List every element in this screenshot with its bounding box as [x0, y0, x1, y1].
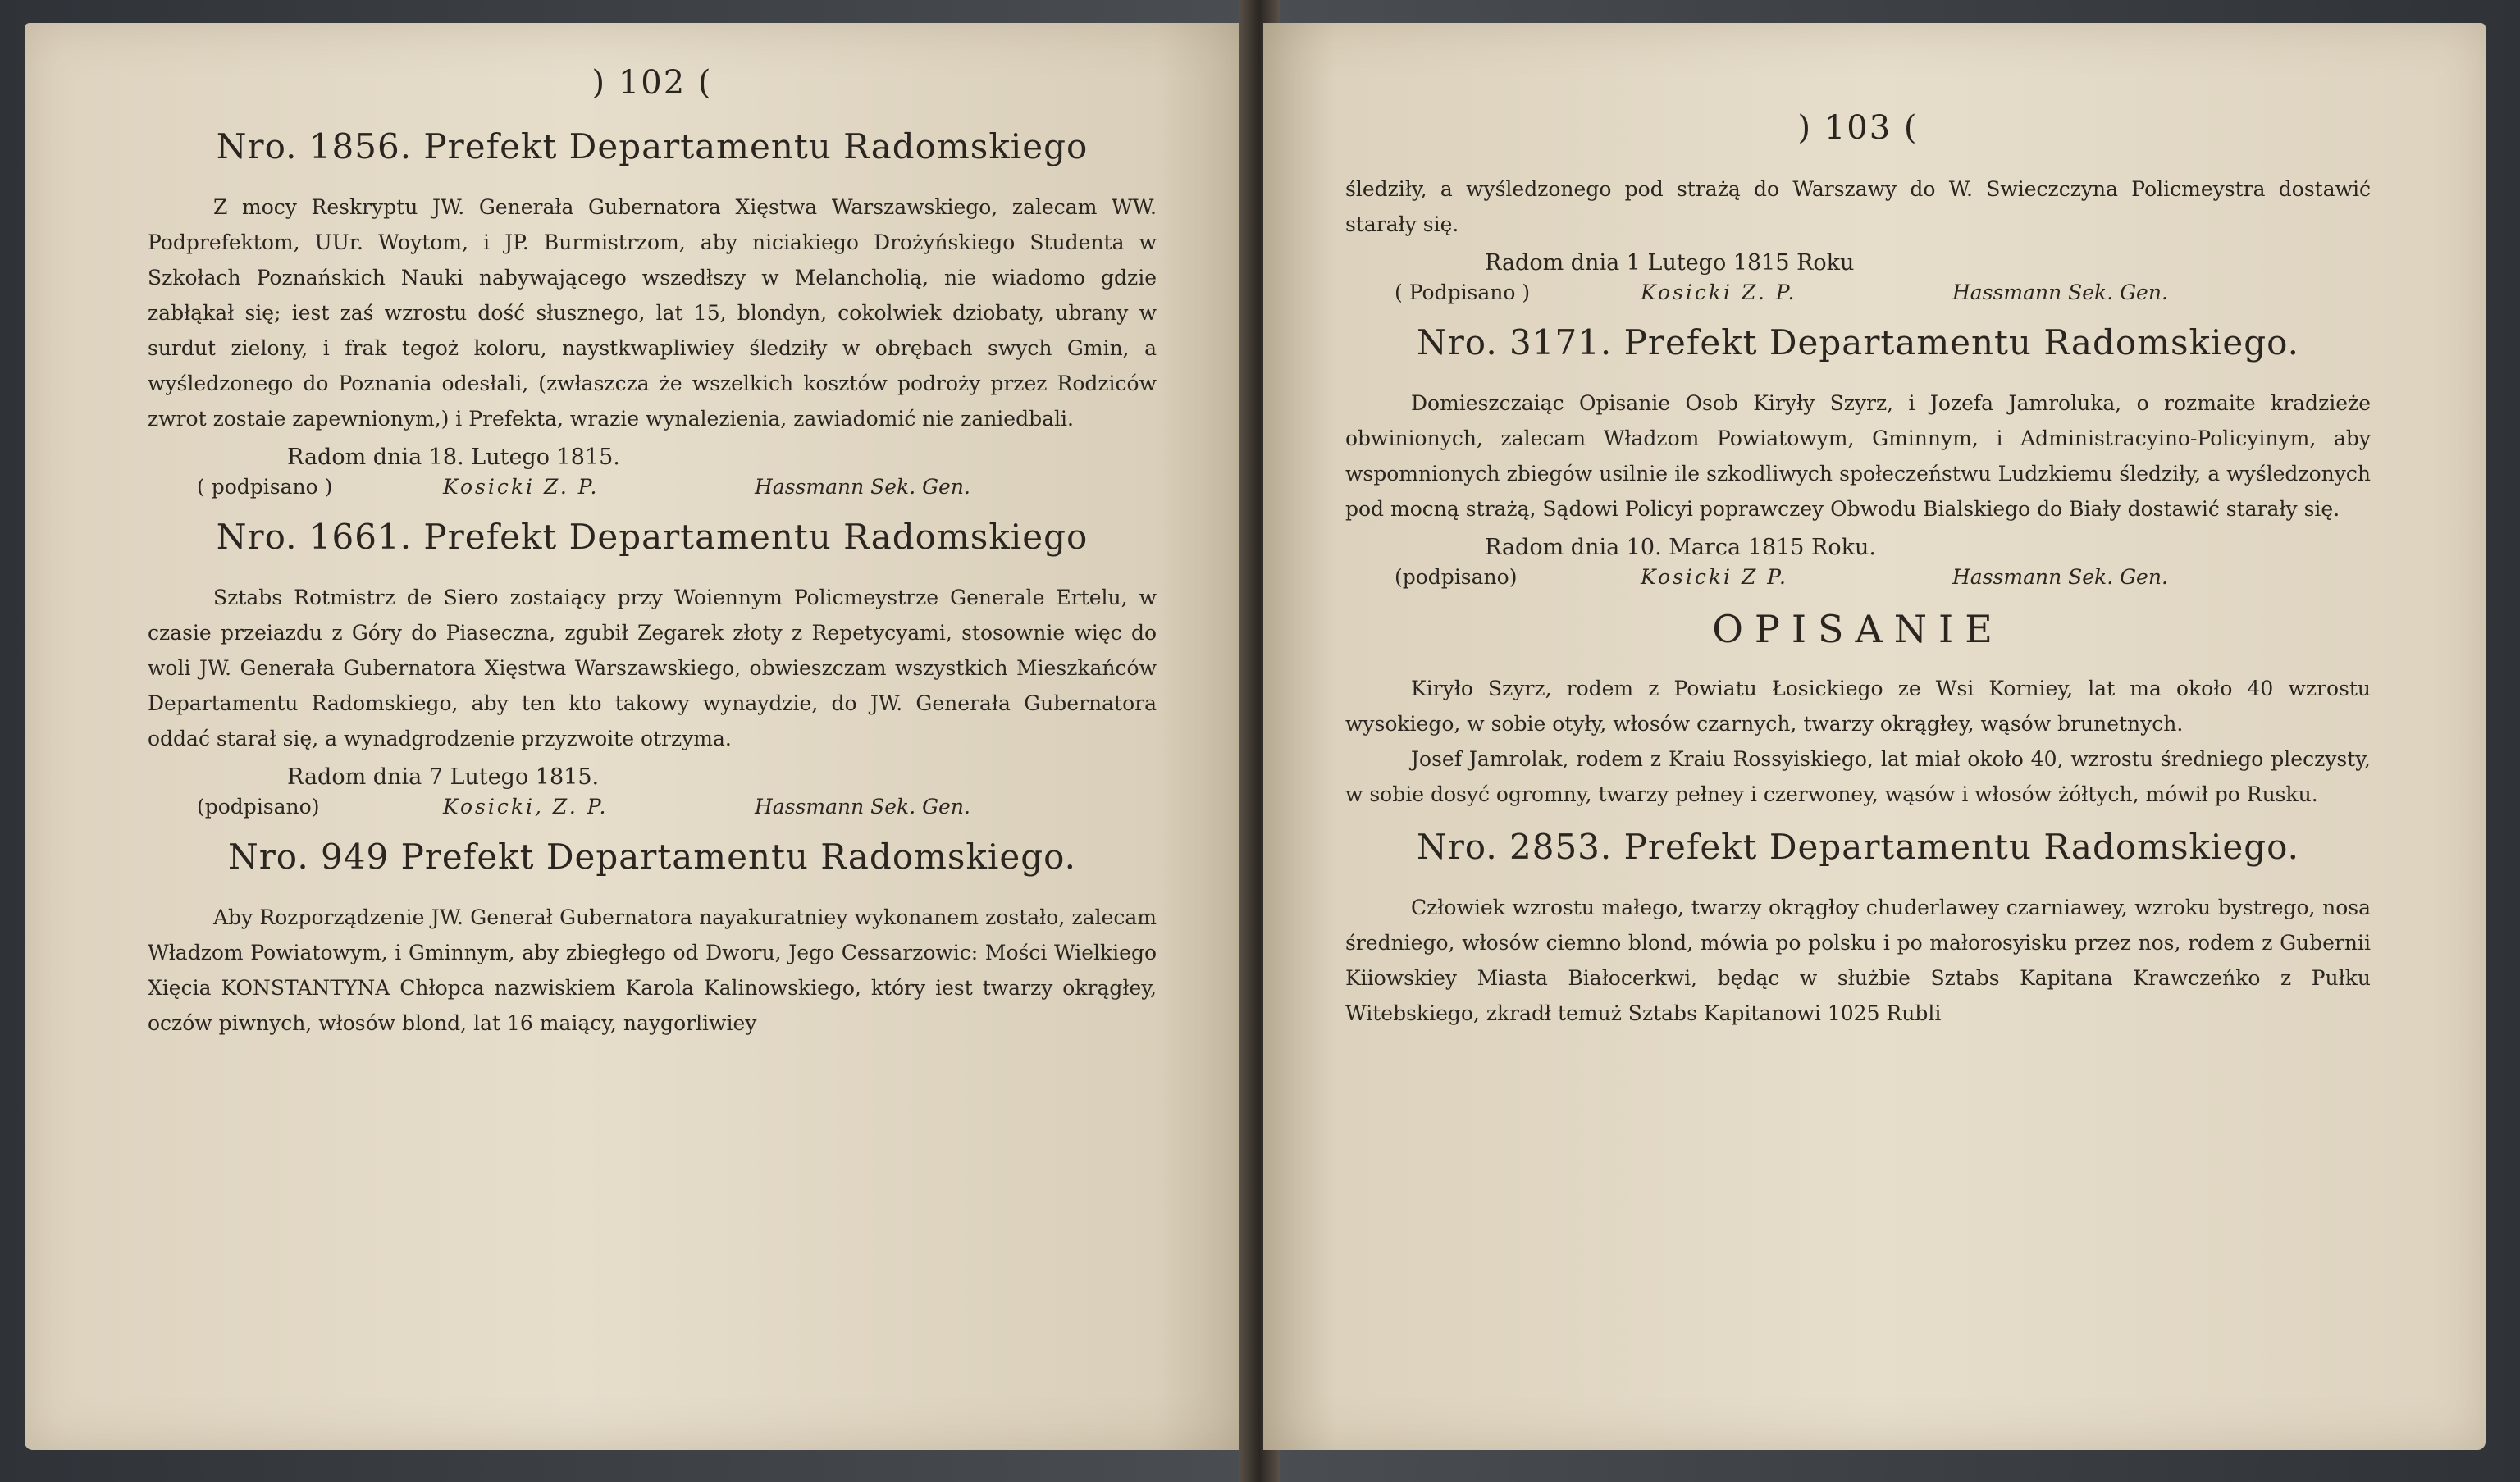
opisanie-section: [1345, 607, 2371, 812]
signature-prefect: Kosicki Z. P.: [443, 475, 600, 499]
signature-secretary: Hassmann Sek. Gen.: [755, 475, 970, 499]
signed-label: (podpisano): [197, 795, 320, 819]
notice-date: Radom dnia 1 Lutego 1815 Roku: [1485, 250, 1855, 276]
notice-1856: [148, 126, 1157, 499]
signature-prefect: Kosicki Z P.: [1641, 565, 1788, 589]
description-paragraph: Josef Jamrolak, rodem z Kraiu Rossyiskiego, lat miał około 40, wzrostu średniego pleczysty, w sobie dosyć ogromny, twarzy pełney i czerwoney, wąsów i włosów żółtych, mówił po Rusku.: [1345, 747, 2371, 806]
notice-title: Nro. 1661. Prefekt Departamentu Radomskiego: [216, 517, 1089, 557]
notice-title: Nro. 3171. Prefekt Departamentu Radomskiego.: [1416, 322, 2300, 363]
continuation-text: śledziły, a wyśledzonego pod strażą do Warszawy do W. Swieczczyna Policmeystra dostawić starały się.: [1345, 177, 2371, 236]
notice-date: Radom dnia 18. Lutego 1815.: [287, 445, 620, 470]
notice-body: Aby Rozporządzenie JW. Generał Gubernatora nayakuratniey wykonanem zostało, zalecam Władzom Powiatowym, i Gminnym, aby zbiegłego od Dworu, Jego Cessarzowic: Mości Wielkiego Xięcia KONSTANTYNA Chłopca nazwiskiem Karola Kalinowskiego, który iest twarzy okrągłey, oczów piwnych, włosów blond, lat 16 maiący, naygorliwiey: [148, 905, 1157, 1035]
signed-label: (podpisano): [1395, 565, 1518, 589]
notice-title: Nro. 1856. Prefekt Departamentu Radomskiego: [216, 126, 1089, 166]
notice-title: Nro. 949 Prefekt Departamentu Radomskiego.: [227, 837, 1077, 877]
signed-label: ( podpisano ): [197, 475, 333, 499]
notice-date: Radom dnia 10. Marca 1815 Roku.: [1485, 535, 1876, 560]
signature-secretary: Hassmann Sek. Gen.: [755, 795, 970, 819]
notice-body: Sztabs Rotmistrz de Siero zostaiący przy Woiennym Policmeystrze Generale Ertelu, w czasie przeiazdu z Góry do Piaseczna, zgubił Zegarek złoty z Repetycyami, stosownie więc do woli JW. Generała Gubernatora Xięstwa Warszawskiego, obwieszczam wszystkich Mieszkańców Departamentu Radomskiego, aby ten kto takowy wynaydzie, do JW. Generała Gubernatora oddać starał się, a wynadgrodzenie przyzwoite otrzyma.: [148, 586, 1157, 750]
notice-body: Z mocy Reskryptu JW. Generała Gubernatora Xięstwa Warszawskiego, zalecam WW. Podprefektom, UUr. Woytom, i JP. Burmistrzom, aby niciakiego Drożyńskiego Studenta w Szkołach Poznańskich Nauki nabywającego wszedłszy w Melancholią, nie wiadomo gdzie zabłąkał się; iest zaś wzrostu dość słusznego, lat 15, blondyn, cokolwiek dziobaty, ubrany w surdut zielony, i frak tegoż koloru, naystkwapliwiey śledziły w obrębach swych Gmin, a wyśledzonego do Poznania odesłali, (zwłaszcza że wszelkich kosztów podroży przez Rodziców zwrot zostaie zapewnionym,) i Prefekta, wrazie wynalezienia, zawiadomić nie zaniedbali.: [148, 195, 1157, 431]
notice-2853: [1345, 827, 2371, 1031]
notice-949-continuation: [1345, 171, 2371, 304]
signature-secretary: Hassmann Sek. Gen.: [1952, 280, 2168, 304]
signed-label: ( Podpisano ): [1395, 280, 1531, 304]
right-page: [1263, 23, 2486, 1450]
signature-prefect: Kosicki, Z. P.: [443, 795, 609, 819]
notice-3171: [1345, 322, 2371, 589]
notice-signatures: [197, 795, 1157, 819]
left-page: [25, 23, 1255, 1450]
notice-signatures: [1395, 565, 2371, 589]
notice-body: Człowiek wzrostu małego, twarzy okrągłoy chuderlawey czarniawey, wzroku bystrego, nosa średniego, włosów ciemno blond, mówia po polsku i po małorosyisku przez nos, rodem z Gubernii Kiiowskiey Miasta Białocerkwi, będąc w służbie Sztabs Kapitana Krawczeńko z Pułku Witebskiego, zkradł temuż Sztabs Kapitanowi 1025 Rubli: [1345, 896, 2371, 1025]
notice-949: [148, 837, 1157, 1041]
notice-body: Domieszczaiąc Opisanie Osob Kiryły Szyrz, i Jozefa Jamroluka, o rozmaite kradzieże obwinionych, zalecam Władzom Powiatowym, Gminnym, i Administracyino-Policyinym, aby wspomnionych zbiegów usilnie ile szkodliwych społeczeństwu Ludzkiemu śledziły, a wyśledzonych pod mocną strażą, Sądowi Policyi poprawczey Obwodu Bialskiego do Biały dostawić starały się.: [1345, 391, 2371, 521]
page-number: ) 102 (: [591, 64, 713, 102]
description-paragraph: Kiryło Szyrz, rodem z Powiatu Łosickiego ze Wsi Korniey, lat ma około 40 wzrostu wysokiego, w sobie otyły, włosów czarnych, twarzy okrągłey, wąsów brunetnych.: [1345, 677, 2371, 736]
notice-signatures: [197, 475, 1157, 499]
signature-secretary: Hassmann Sek. Gen.: [1952, 565, 2168, 589]
notice-1661: [148, 517, 1157, 819]
notice-date: Radom dnia 7 Lutego 1815.: [287, 764, 600, 790]
notice-title: Nro. 2853. Prefekt Departamentu Radomskiego.: [1416, 827, 2300, 867]
notice-signatures: [1395, 280, 2371, 304]
page-number: ) 103 (: [1797, 109, 1919, 147]
signature-prefect: Kosicki Z. P.: [1641, 280, 1797, 304]
section-heading: OPISANIE: [1712, 607, 2004, 651]
